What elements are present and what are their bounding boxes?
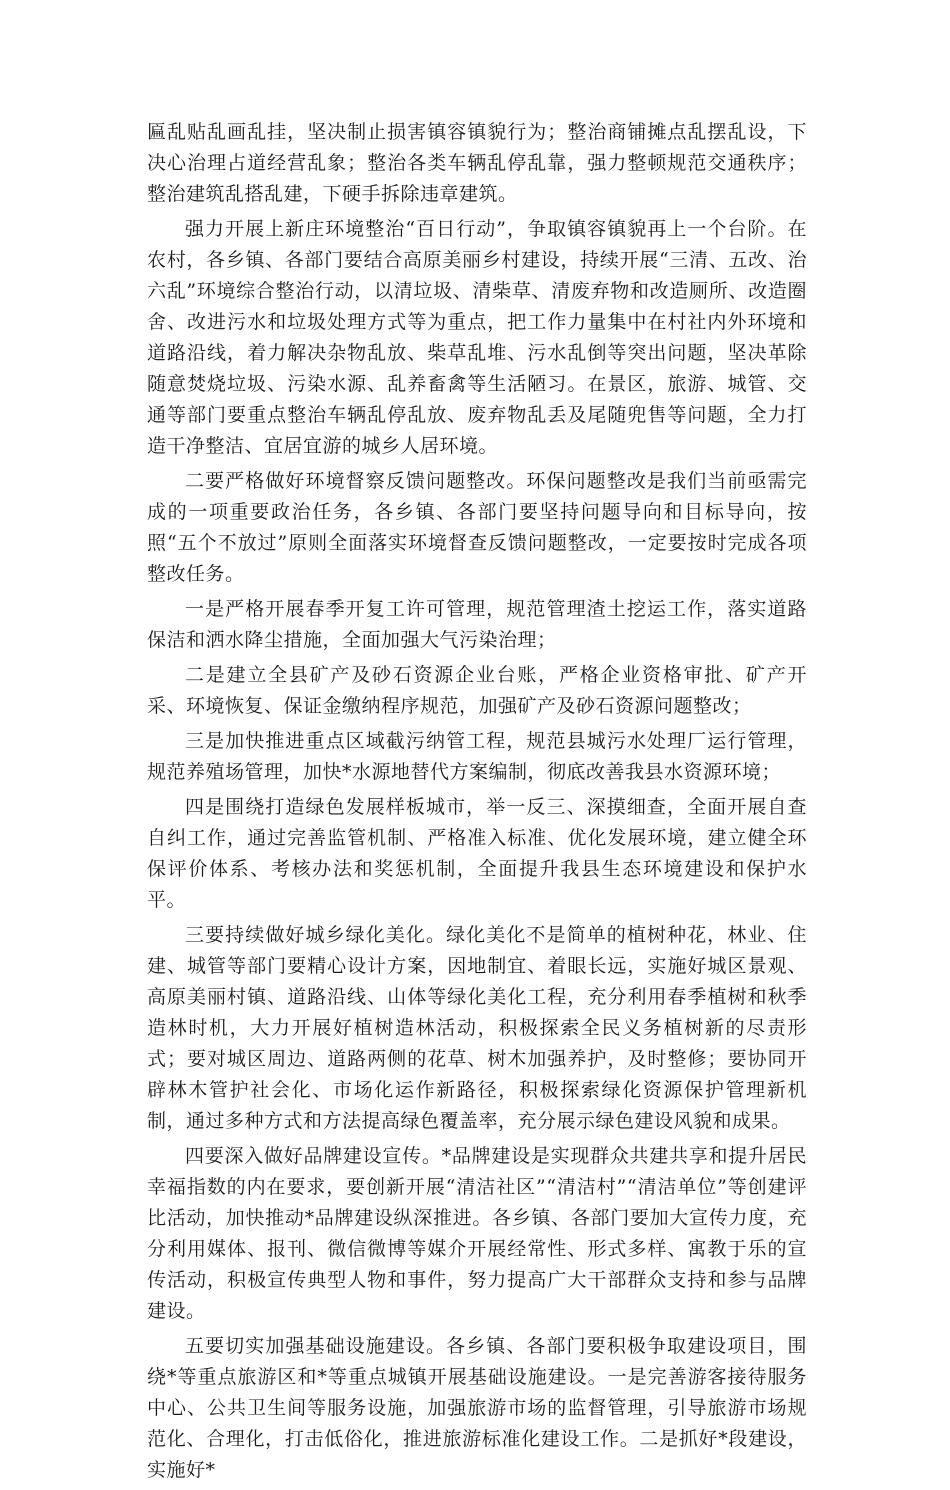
paragraph-item-two: 二是建立全县矿产及砂石资源企业台账，严格企业资格审批、矿产开采、环境恢复、保证金缴纳程序规范，加强矿产及砂石资源问题整改； xyxy=(147,664,807,717)
paragraph-infrastructure: 五要切实加强基础设施建设。各乡镇、各部门要积极争取建设项目，围绕*等重点旅游区和*等重点城镇开展基础设施建设。一是完善游客接待服务中心、公共卫生间等服务设施，加强旅游市场的监督管理，引导旅游市场规范化、合理化，打击低俗化，推进旅游标准化建设工作。二是抓好*段建设，实施好* xyxy=(147,1335,807,1481)
paragraph-greening: 三要持续做好城乡绿化美化。绿化美化不是简单的植树种花，林业、住建、城管等部门要精心设计方案，因地制宜、着眼长远，实施好城区景观、高原美丽村镇、道路沿线、山体等绿化美化工程，充分利用春季植树和秋季造林时机，大力开展好植树造林活动，积极探索全民义务植树新的尽责形式；要对城区周边、道路两侧的花草、树木加强养护，及时整修；要协同开辟林木管护社会化、市场化运作新路径，积极探索绿化资源保护管理新机制，通过多种方式和方法提高绿色覆盖率，充分展示绿色建设风貌和成果。 xyxy=(147,924,807,1132)
paragraph-item-three: 三是加快推进重点区域截污纳管工程，规范县城污水处理厂运行管理，规范养殖场管理，加快*水源地替代方案编制，彻底改善我县水资源环境； xyxy=(147,730,807,783)
paragraph-item-four: 四是围绕打造绿色发展样板城市，举一反三、深摸细查，全面开展自查自纠工作，通过完善监管机制、严格准入标准、优化发展环境，建立健全环保评价体系、考核办法和奖惩机制，全面提升我县生态环境建设和保护水平。 xyxy=(147,796,807,911)
document-body xyxy=(147,117,807,1490)
paragraph-environmental-rectification: 二要严格做好环境督察反馈问题整改。环保问题整改是我们当前亟需完成的一项重要政治任务，各乡镇、各部门要坚持问题导向和目标导向，按照“五个不放过”原则全面落实环境督查反馈问题整改，一定要按时完成各项整改任务。 xyxy=(147,470,807,585)
paragraph-brand-building: 四要深入做好品牌建设宣传。*品牌建设是实现群众共建共享和提升居民幸福指数的内在要求，要创新开展“清洁社区”“清洁村”“清洁单位”等创建评比活动，加快推动*品牌建设纵深推进。各乡镇、各部门要加大宣传力度，充分利用媒体、报刊、微信微博等媒介开展经常性、形式多样、寓教于乐的宣传活动，积极宣传典型人物和事件，努力提高广大干部群众支持和参与品牌建设。 xyxy=(147,1145,807,1322)
paragraph-item-one: 一是严格开展春季开复工许可管理，规范管理渣土挖运工作，落实道路保洁和洒水降尘措施，全面加强大气污染治理； xyxy=(147,598,807,651)
paragraph-hundred-day-action: 强力开展上新庄环境整治“百日行动”，争取镇容镇貌再上一个台阶。在农村，各乡镇、各部门要结合高原美丽乡村建设，持续开展“三清、五改、治六乱”环境综合整治行动，以清垃圾、清柴草、清废弃物和改造厕所、改造圈舍、改进污水和垃圾处理方式等为重点，把工作力量集中在村社内外环境和道路沿线，着力解决杂物乱放、柴草乱堆、污水乱倒等突出问题，坚决革除随意焚烧垃圾、污染水源、乱养畜禽等生活陋习。在景区，旅游、城管、交通等部门要重点整治车辆乱停乱放、废弃物乱丢及尾随兜售等问题，全力打造干净整洁、宜居宜游的城乡人居环境。 xyxy=(147,218,807,457)
paragraph-continuation: 匾乱贴乱画乱挂，坚决制止损害镇容镇貌行为；整治商铺摊点乱摆乱设，下决心治理占道经营乱象；整治各类车辆乱停乱靠，强力整顿规范交通秩序；整治建筑乱搭乱建，下硬手拆除违章建筑。 xyxy=(147,121,807,205)
